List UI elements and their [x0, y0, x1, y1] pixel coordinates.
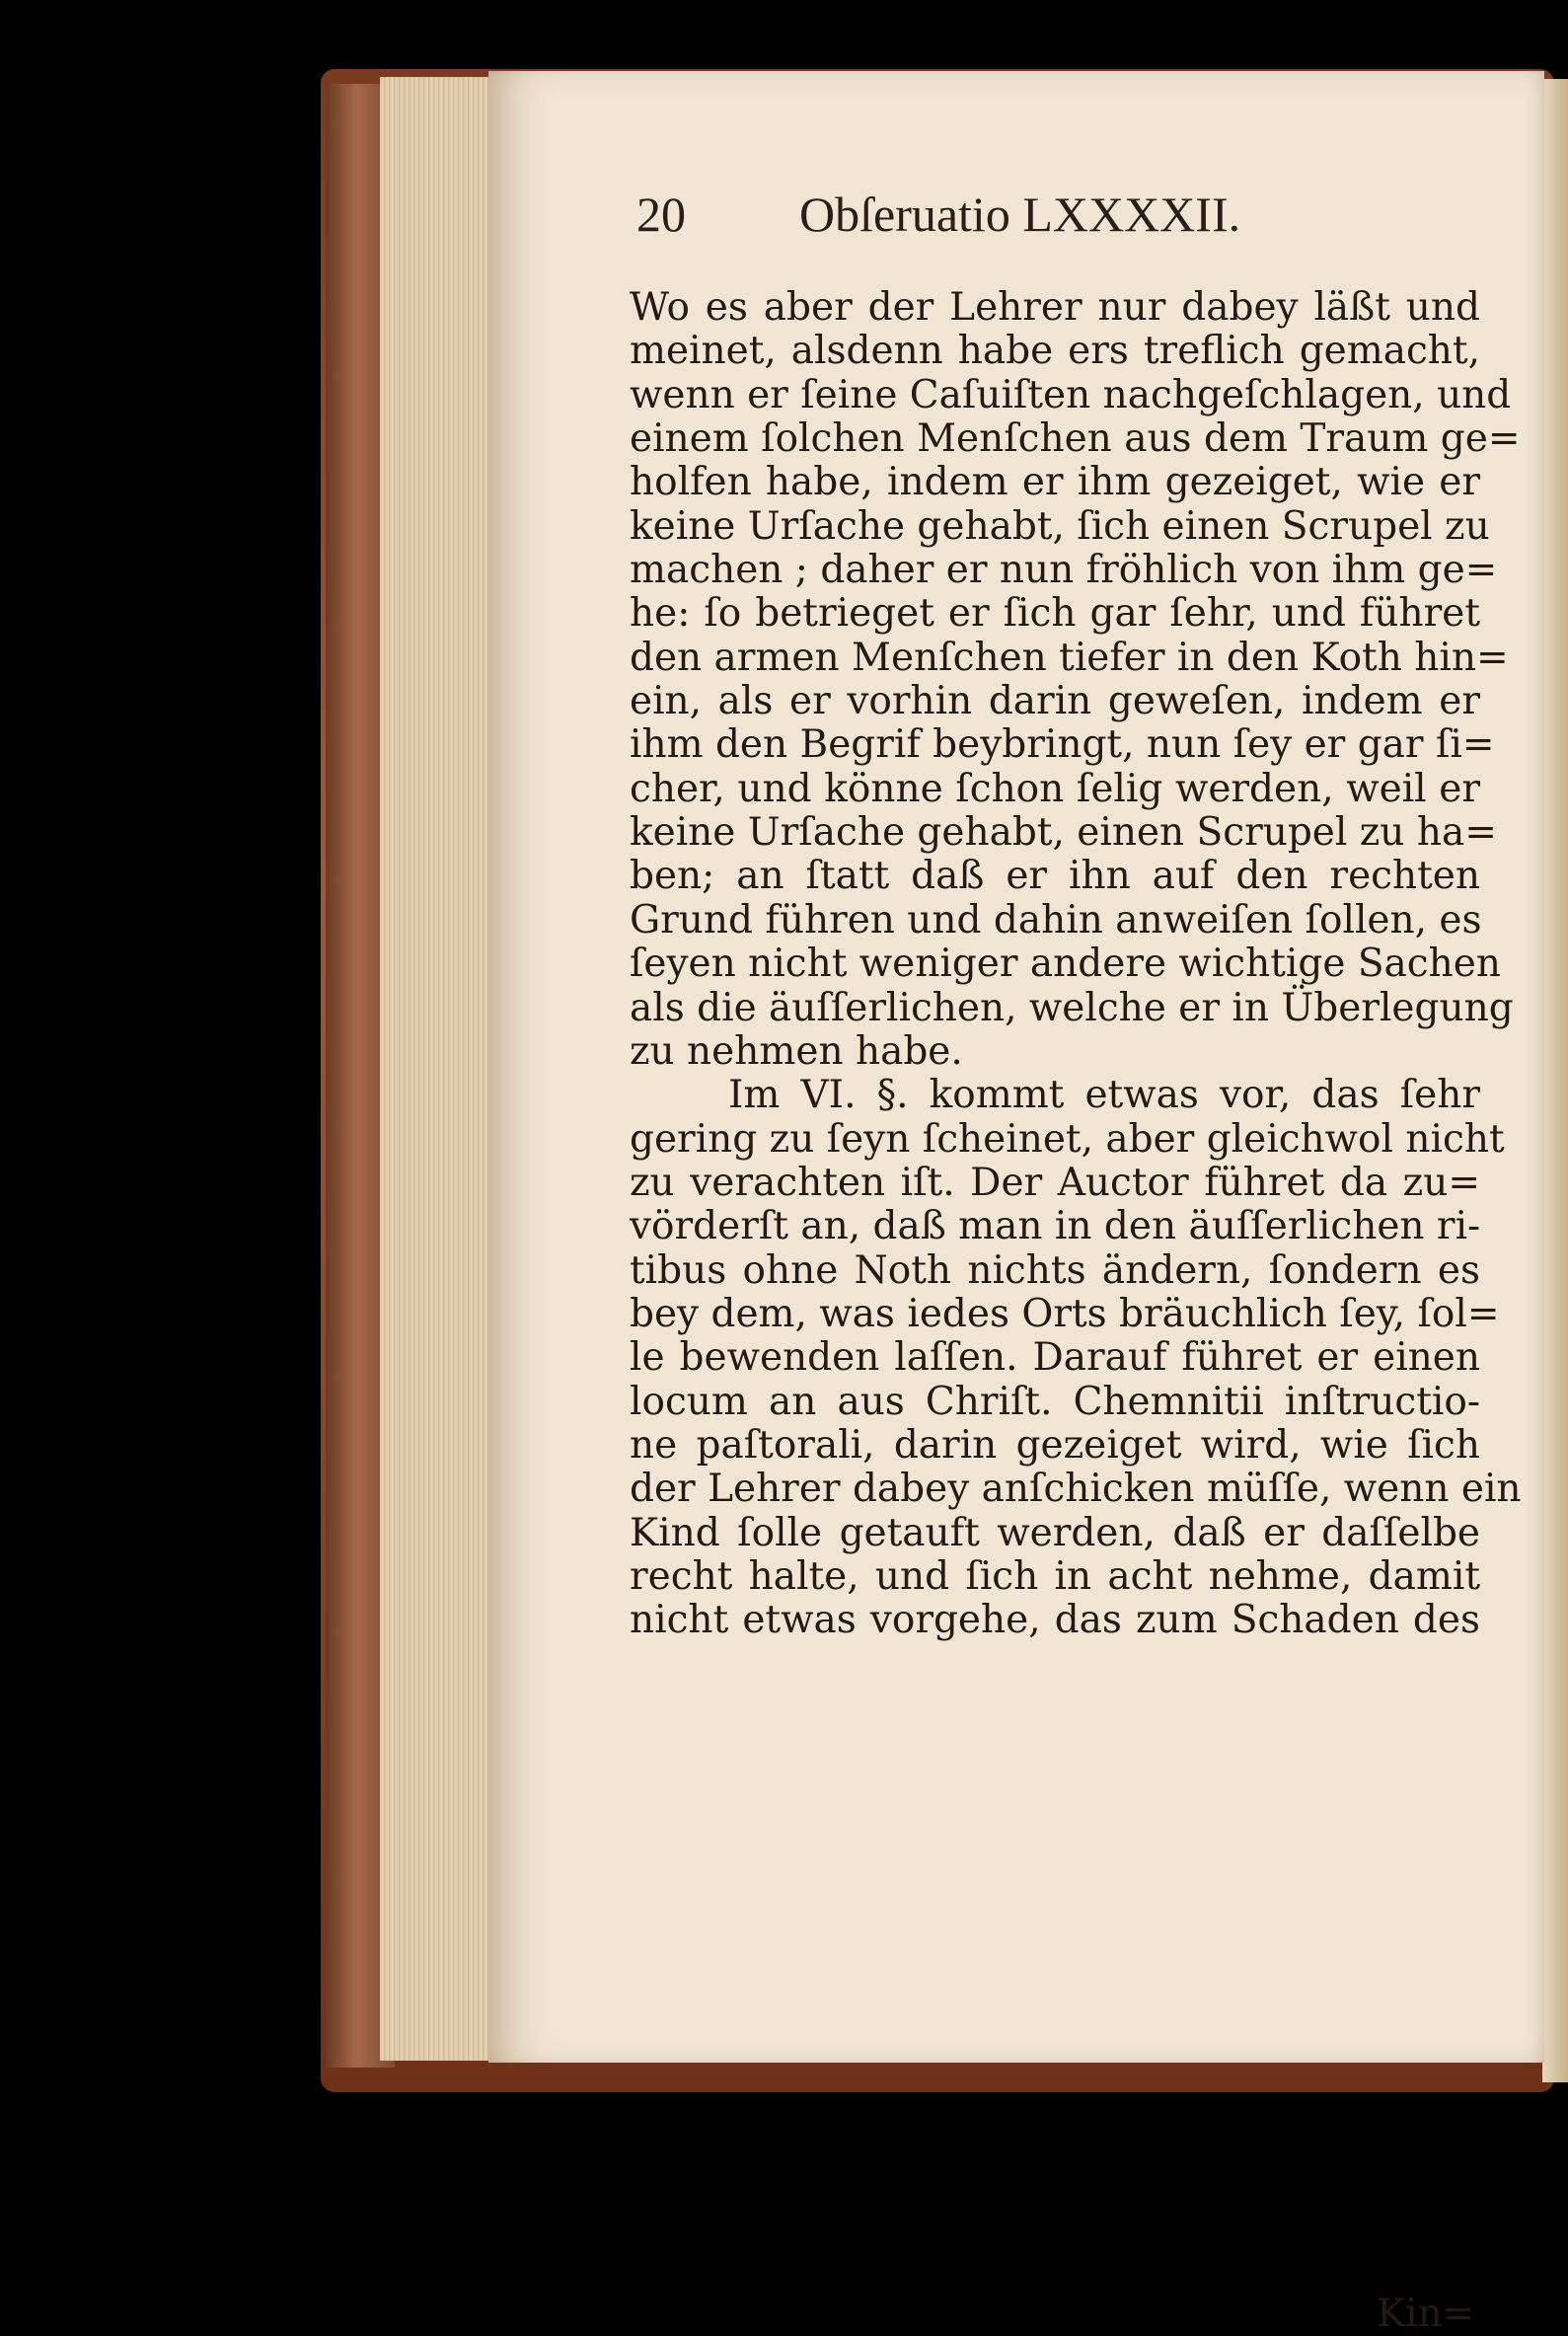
text-line: ein, als er vorhin darin geweſen, indem er	[630, 679, 1480, 724]
text-line: cher, und könne ſchon ſelig werden, weil er	[630, 766, 1480, 811]
text-line: ihm den Begrif beybringt, nun ſey er gar ſi=	[630, 722, 1495, 768]
text-line: den armen Menſchen tiefer in den Koth hin=	[630, 635, 1509, 680]
catchword: Kin=	[1377, 2292, 1475, 2336]
text-line: einem ſolchen Menſchen aus dem Traum ge=	[630, 416, 1521, 462]
text-line: wenn er ſeine Caſuiſten nachgeſchlagen, und	[630, 372, 1512, 417]
text-line: ſeyen nicht weniger andere wichtige Sachen	[630, 942, 1501, 987]
text-line: ne paſtorali, darin gezeiget wird, wie ſich	[630, 1422, 1480, 1468]
text-line: Kind ſolle getauft werden, daß er daſſelbe	[630, 1510, 1480, 1555]
text-line: als die äuſſerlichen, welche er in Überlegung	[630, 985, 1514, 1030]
text-line: zu verachten iſt. Der Auctor führet da zu=	[630, 1160, 1480, 1205]
text-line: locum an aus Chriſt. Chemnitii inſtructio-	[630, 1379, 1480, 1424]
text-line: bey dem, was iedes Orts bräuchlich ſey, ſol=	[630, 1291, 1500, 1336]
text-line: keine Urſache gehabt, ſich einen Scrupel zu	[630, 503, 1490, 549]
text-line: recht halte, und ſich in acht nehme, damit	[630, 1553, 1480, 1599]
running-title: Obſeruatio LXXXXII.	[799, 187, 1241, 242]
page-stack-edges	[380, 77, 498, 2061]
text-line: keine Urſache gehabt, einen Scrupel zu ha=	[630, 810, 1497, 856]
text-line: zu nehmen habe.	[630, 1028, 963, 1074]
text-line: der Lehrer dabey anſchicken müſſe, wenn ein	[630, 1467, 1522, 1512]
text-line: ben; an ſtatt daß er ihn auf den rechten	[630, 854, 1480, 899]
text-line: le bewenden laſſen. Darauf führet er einen	[630, 1335, 1480, 1381]
text-line-paragraph-start: Im VI. §. kommt etwas vor, das ſehr	[728, 1073, 1480, 1118]
page-number: 20	[636, 187, 686, 242]
text-line: holfen habe, indem er ihm gezeiget, wie er	[630, 460, 1480, 505]
text-line: Wo es aber der Lehrer nur dabey läßt und	[630, 285, 1480, 330]
text-line: machen ; daher er nun fröhlich von ihm ge=	[630, 548, 1498, 593]
text-line: meinet, alsdenn habe ers treflich gemacht,	[630, 329, 1480, 374]
text-line: Grund führen und dahin anweiſen ſollen, es	[630, 897, 1482, 942]
text-line: gering zu ſeyn ſcheinet, aber gleichwol nicht	[630, 1116, 1505, 1162]
facing-page-edge	[1542, 79, 1568, 2082]
text-line: nicht etwas vorgehe, das zum Schaden des	[630, 1598, 1480, 1643]
text-line: tibus ohne Noth nichts ändern, ſondern es	[630, 1247, 1480, 1293]
page-header	[636, 186, 1347, 245]
body-text	[630, 285, 1522, 1643]
text-line: he: ſo betrieget er ſich gar ſehr, und führet	[630, 591, 1480, 637]
text-line: vörderſt an, daß man in den äuſſerlichen ri-	[630, 1204, 1481, 1249]
